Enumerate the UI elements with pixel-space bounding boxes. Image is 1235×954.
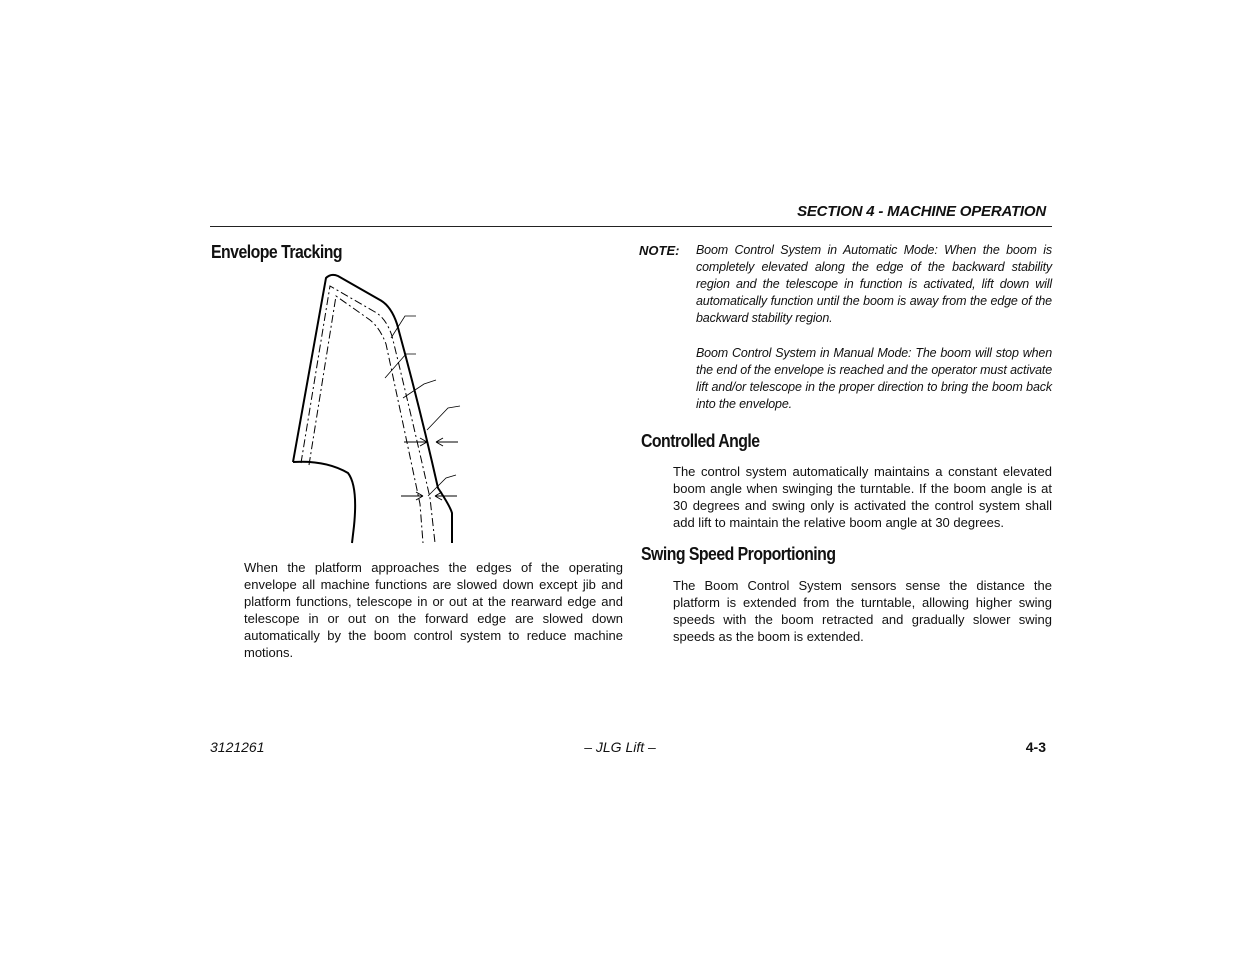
- section-title: SECTION 4 - MACHINE OPERATION: [797, 203, 1046, 220]
- footer-page-number: 4-3: [1025, 739, 1046, 755]
- note-manual-mode: Boom Control System in Manual Mode: The boom will stop when the end of the envelope is reached and the operator must activate lift and/or telescope in the proper direction to bring the boom back into the envelope.: [696, 346, 1052, 411]
- footer-center: – JLG Lift –: [584, 739, 656, 755]
- swing-speed-heading: Swing Speed Proportioning: [641, 544, 836, 564]
- envelope-tracking-heading: Envelope Tracking: [211, 242, 342, 262]
- envelope-tracking-diagram: [270, 268, 470, 548]
- footer-doc-number: 3121261: [210, 739, 265, 755]
- controlled-angle-paragraph: The control system automatically maintains a constant elevated boom angle when swinging the turntable. If the boom angle is at 30 degrees and swing only is activated the control system shall add lift to maintain the relative boom angle at 30 degrees.: [673, 464, 1052, 530]
- note-label: NOTE:: [639, 243, 680, 258]
- controlled-angle-heading: Controlled Angle: [641, 431, 760, 451]
- swing-speed-paragraph: The Boom Control System sensors sense the distance the platform is extended from the turntable, allowing higher swing speeds with the boom retracted and gradually slower swing speeds as the boom is extended.: [673, 578, 1052, 644]
- header-rule: [210, 226, 1052, 227]
- envelope-tracking-paragraph: When the platform approaches the edges of the operating envelope all machine functions are slowed down except jib and platform functions, telescope in or out at the rearward edge and telescope in or out on the forward edge are slowed down automatically by the boom control system to reduce machine motions.: [244, 560, 623, 660]
- note-automatic-mode: Boom Control System in Automatic Mode: When the boom is completely elevated along the edge of the backward stability region and the telescope in function is activated, lift down will automatically function until the boom is away from the edge of the backward stability region.: [696, 243, 1052, 325]
